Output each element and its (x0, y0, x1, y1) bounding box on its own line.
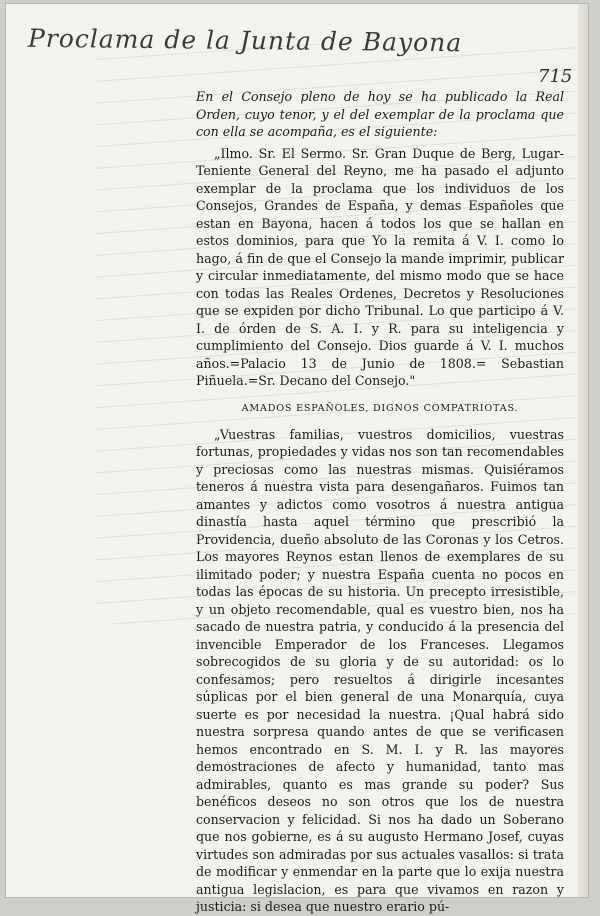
document-body (196, 88, 564, 916)
document-page (6, 4, 588, 914)
intro-paragraph (196, 88, 564, 141)
page-edge (578, 4, 588, 897)
letter-paragraph: „Ilmo. Sr. El Sermo. Sr. Gran Duque de Berg, Lugar-Teniente General del Reyno, me ha pasado el adjunto exemplar de la proclama que los individuos de los Consejos, Grandes de España, y demas Españoles que estan en Bayona, hacen á todos los que se hallan en estos dominios, para que Yo la remita á V. I. como lo hago, á fin de que el Consejo la mande imprimir, publicar y circular inmediatamente, del mismo modo que se hace con todas las Reales Ordenes, Decretos y Resoluciones que se expiden por dicho Tribunal. Lo que participo á V. I. de órden de S. A. I. y R. para su inteligencia y cumplimiento del Consejo. Dios guarde á V. I. muchos años.=Palacio 13 de Junio de 1808.= Sebastian Piñuela.=Sr. Decano del Consejo." (196, 145, 564, 388)
handwritten-note: Proclama de la Junta de Bayona (27, 23, 463, 58)
handwritten-annotation (27, 22, 463, 66)
section-heading: AMADOS ESPAÑOLES, DIGNOS COMPATRIOTAS. (241, 402, 519, 414)
intro-text: En el Consejo pleno de hoy se ha publicado la Real Orden, cuyo tenor, y el del exemplar de la proclama que con ella se acompaña, es el siguiente: (196, 89, 564, 139)
proclamation-paragraph: „Vuestras familias, vuestros domicilios, vuestras fortunas, propiedades y vidas nos son tan recomendables y preciosas como las nuestras mismas. Quisiéramos teneros á nuestra vista para desengañaros. Fuimos tan amantes y adictos como vosotros á nuestra antigua dinastía hasta aquel término que prescribió la Providencia, dueño absoluto de las Coronas y los Cetros. Los mayores Reynos estan llenos de exemplares de su ilimitado poder; y nuestra España cuenta no pocos en todas las épocas de su historia. Un precepto irresistible, y un objeto recomendable, qual es vuestro bien, nos ha sacado de nuestra patria, y conducido á la presencia del invencible Emperador de los Franceses. Llegamos sobrecogidos de su gloria y de su autoridad: os lo confesamos; pero resueltos á dirigirle incesantes súplicas por el bien general de una Monarquía, cuya suerte es por necesidad la nuestra. ¡Qual habrá sido nuestra sorpresa quando antes de que se verificasen hemos encontrado en S. M. I. y R. las mayores demostraciones de afecto y humanidad, tanto mas admirables, quanto es mas grande su poder? Sus benéficos deseos no son otros que los de nuestra conservacion y felicidad. Si nos ha dado un Soberano que nos gobierne, es á su augusto Hermano Josef, cuyas virtudes son admiradas por sus actuales vasallos: si trata de modificar y enmendar en la parte que lo exija nuestra antigua legislacion, es para que vivamos en razon y justicia: si desea que nuestro erario pú- (196, 426, 564, 914)
folio-number: 715 (538, 66, 573, 87)
